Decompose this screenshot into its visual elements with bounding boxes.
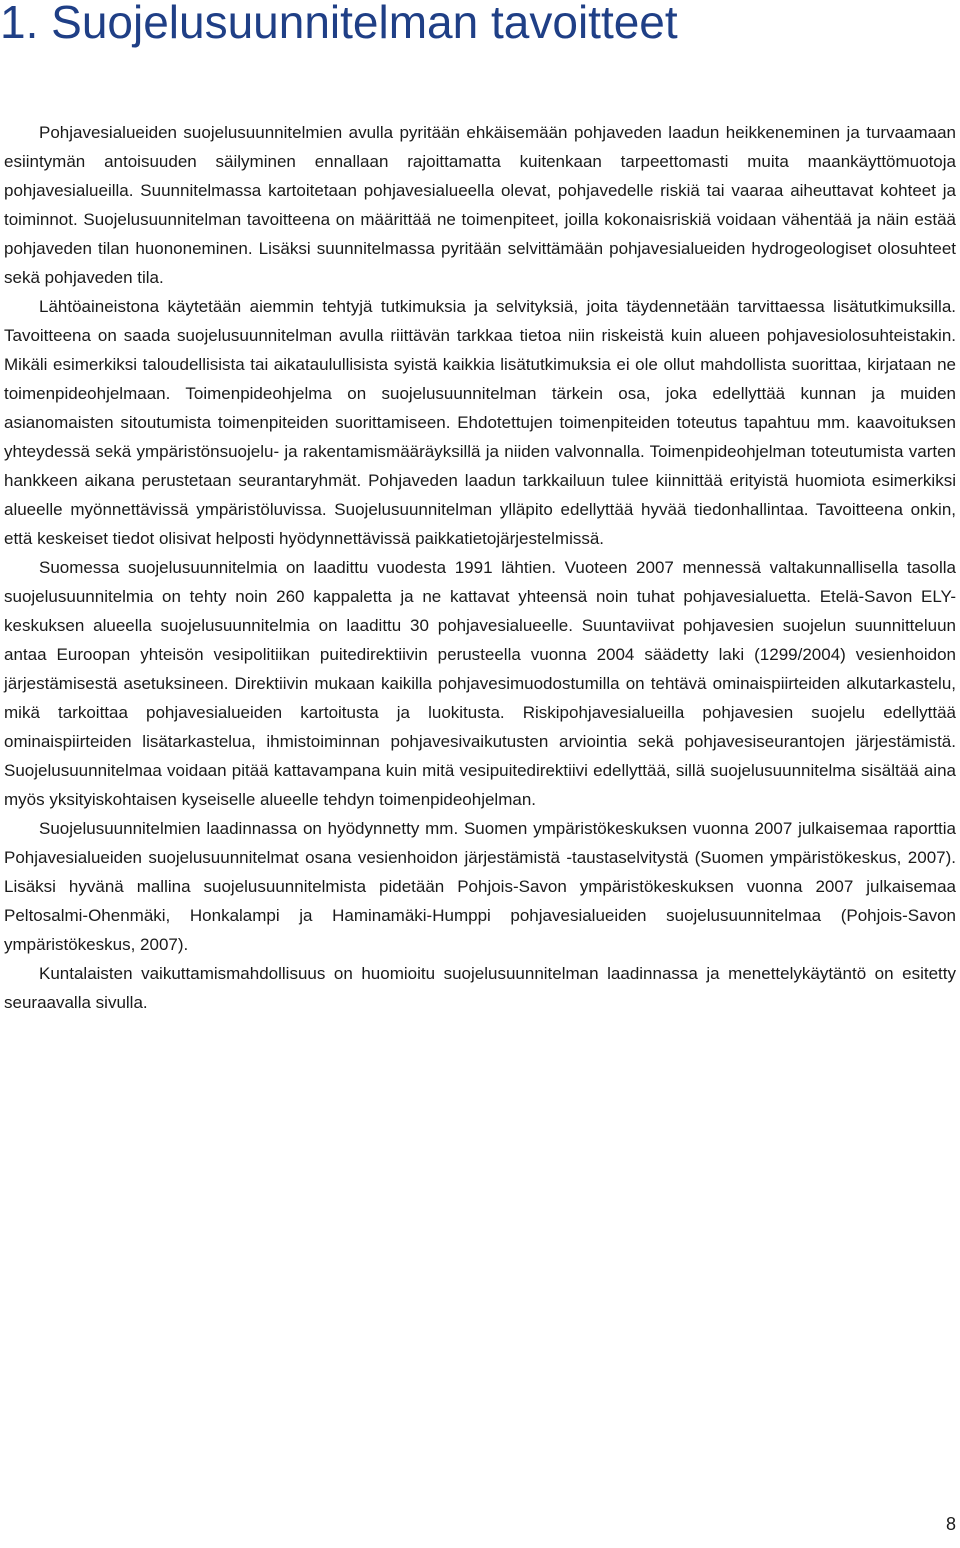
page-title: 1. Suojelusuunnitelman tavoitteet (0, 0, 678, 48)
paragraph-source-material: Lähtöaineistona käytetään aiemmin tehtyjä tutkimuksia ja selvityksiä, joita täydennetään tarvittaessa lisätutkimuksilla. Tavoitteena on saada suojelusuunnitelman avulla riittävän tarkkaa tietoa niin riskeistä kuin alueen pohjavesiolosuhteistakin. Mikäli esimerkiksi taloudellisista tai aikataulullisista syistä kaikkia lisätutkimuksia ei ole ollut mahdollista suorittaa, kirjataan ne toimenpideohjelmaan. Toimenpideohjelma on suojelusuunnitelman tärkein osa, joka edellyttää kunnan ja muiden asianomaisten sitoutumista toimenpiteiden suorittamiseen. Ehdotettujen toimenpiteiden toteutus tapahtuu mm. kaavoituksen yhteydessä sekä ympäristönsuojelu- ja rakentamismääräyksillä ja niiden valvonnalla. Toimenpideohjelman toteutumista varten hankkeen aikana perustetaan seurantaryhmät. Pohjaveden laadun tarkkailuun tulee kiinnittää erityistä huomiota esimerkiksi alueelle myönnettävissä ympäristöluvissa. Suojelusuunnitelman ylläpito edellyttää hyvää tiedonhallintaa. Tavoitteena onkin, että keskeiset tiedot olisivat helposti hyödynnettävissä paikkatietojärjestelmissä. (4, 297, 956, 548)
paragraph-history: Suomessa suojelusuunnitelmia on laadittu vuodesta 1991 lähtien. Vuoteen 2007 mennessä valtakunnallisella tasolla suojelusuunnitelmia on tehty noin 260 kappaletta ja ne kattavat yhteensä noin tuhat pohjavesialuetta. Etelä-Savon ELY-keskuksen alueella suojelusuunnitelmia on laadittu 30 pohjavesialueelle. Suuntaviivat pohjavesien suojelun suunnitteluun antaa Euroopan yhteisön vesipolitiikan puitedirektiivin perusteella vuonna 2004 säädetty laki (1299/2004) vesienhoidon järjestämisestä asetuksineen. Direktiivin mukaan kaikilla pohjavesimuodostumilla on tehtävä ominaispiirteiden alkutarkastelu, mikä tarkoittaa pohjavesialueiden kartoitusta ja luokitusta. Riskipohjavesialueilla pohjavesien suojelu edellyttää ominaispiirteiden lisätarkastelua, ihmistoiminnan pohjavesivaikutusten arviointia sekä pohjavesiseurantojen järjestämistä. Suojelusuunnitelmaa voidaan pitää kattavampana kuin mitä vesipuitedirektiivi edellyttää, sillä suojelusuunnitelma sisältää aina myös yksityiskohtaisen kyseiselle alueelle tehdyn toimenpideohjelman. (4, 558, 956, 809)
paragraph-goals: Pohjavesialueiden suojelusuunnitelmien avulla pyritään ehkäisemään pohjaveden laadun heikkeneminen ja turvaamaan esiintymän antoisuuden säilyminen ennallaan rajoittamatta kuitenkaan tarpeettomasti muita maankäyttömuotoja pohjavesialueilla. Suunnitelmassa kartoitetaan pohjavesialueella olevat, pohjavedelle riskiä tai vaaraa aiheuttavat kohteet ja toiminnot. Suojelusuunnitelman tavoitteena on määrittää ne toimenpiteet, joilla kokonaisriskiä voidaan vähentää ja näin estää pohjaveden tilan huononeminen. Lisäksi suunnitelmassa pyritään selvittämään pohjavesialueiden hydrogeologiset olosuhteet sekä pohjaveden tila. (4, 123, 956, 287)
body-text (4, 118, 956, 1017)
page-number: 8 (945, 1514, 956, 1534)
paragraph-references: Suojelusuunnitelmien laadinnassa on hyödynnetty mm. Suomen ympäristökeskuksen vuonna 2007 julkaisemaa raporttia Pohjavesialueiden suojelusuunnitelmat osana vesienhoidon järjestämistä -taustaselvitystä (Suomen ympäristökeskus, 2007). Lisäksi hyvänä mallina suojelusuunnitelmista pidetään Pohjois-Savon ympäristökeskuksen vuonna 2007 julkaisemaa Peltosalmi-Ohenmäki, Honkalampi ja Haminamäki-Humppi pohjavesialueiden suojelusuunnitelmaa (Pohjois-Savon ympäristökeskus, 2007). (4, 819, 956, 954)
paragraph-participation: Kuntalaisten vaikuttamismahdollisuus on huomioitu suojelusuunnitelman laadinnassa ja menettelykäytäntö on esitetty seuraavalla sivulla. (4, 964, 956, 1012)
